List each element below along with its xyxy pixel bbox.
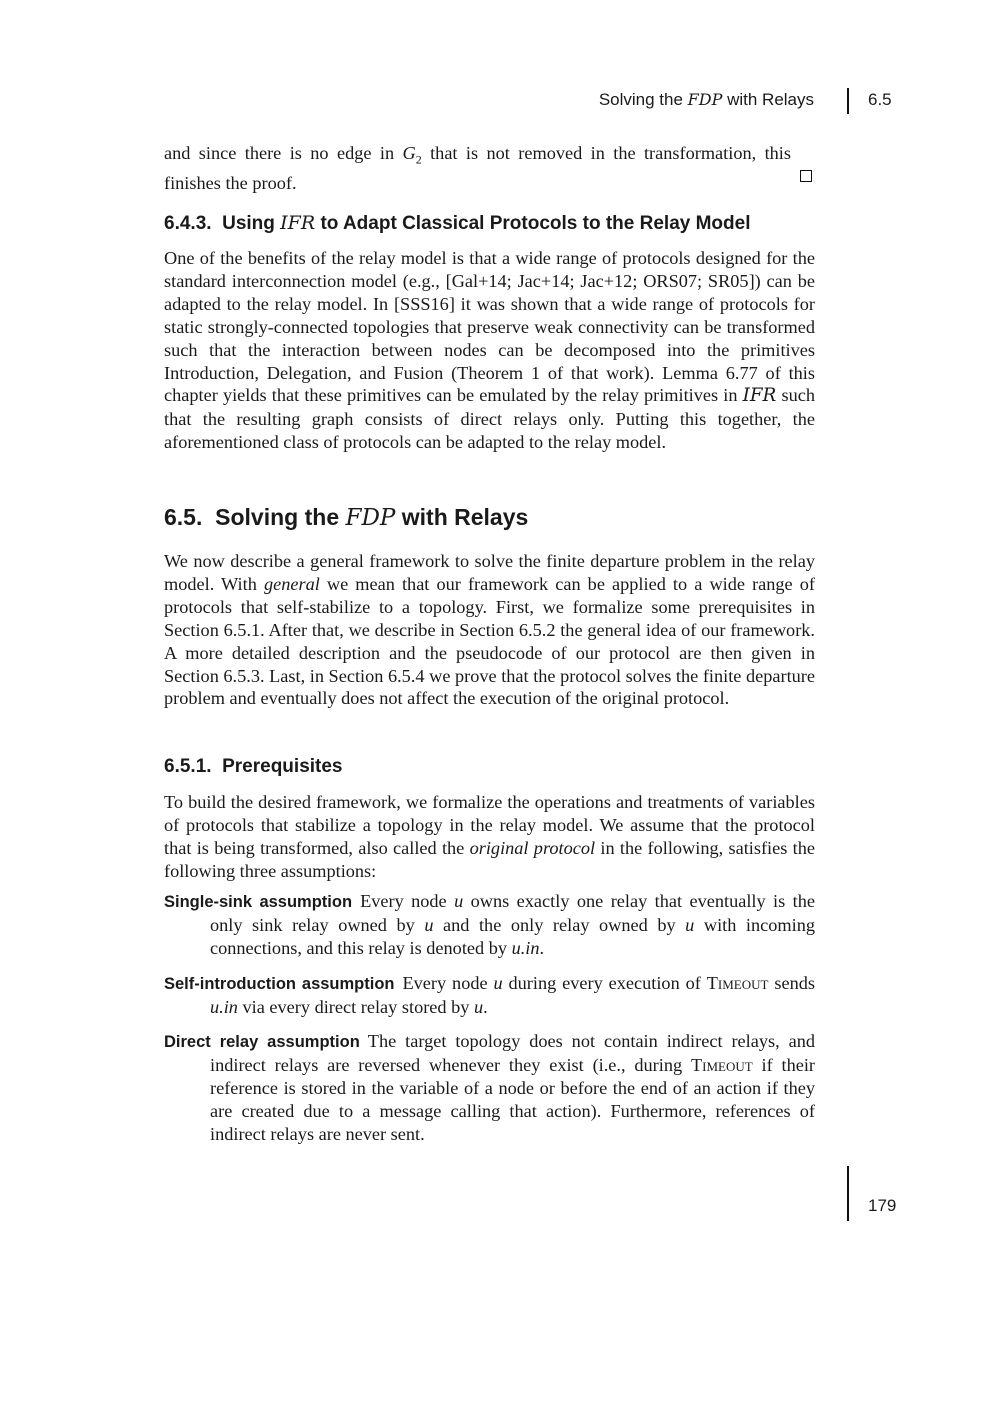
procedure-timeout: Timeout xyxy=(690,1054,753,1075)
assumption-text-4: with incoming connections, and this relay is denoted by xyxy=(210,914,815,958)
heading-title: Prerequisites xyxy=(222,756,343,777)
section-6-5-1-body xyxy=(164,791,815,883)
paragraph xyxy=(164,247,815,454)
section-heading xyxy=(164,212,815,235)
math-u: u xyxy=(454,891,464,911)
heading-number: 6.4.3. xyxy=(164,213,212,234)
paragraph xyxy=(164,550,815,710)
qed-symbol xyxy=(800,170,812,182)
proof-end xyxy=(164,142,815,194)
running-header-section: 6.5 xyxy=(868,90,892,109)
heading-number: 6.5.1. xyxy=(164,756,212,777)
para-text-b: we mean that our framework can be applied to a wide range of protocols that self-stabilize to a topology. First, we formalize some prerequisites in Section 6.5.1. After that, we describe in Section 6.5.2 the general idea of our framework. A more detailed description and the pseudocode of our protocol are then given in Section 6.5.3. Last, in Section 6.5.4 we prove that the protocol solves the finite departure problem and eventually does not affect the execution of the original protocol. xyxy=(164,573,815,709)
heading-post: to Adapt Classical Protocols to the Relay Model xyxy=(315,213,751,234)
math-u: u xyxy=(685,914,695,935)
para-text-b: such that the resulting graph consists of direct relays only. Putting this together, the aforementioned class of protocols can be adapted to the relay model. xyxy=(164,385,815,453)
math-g-sub: 2 xyxy=(415,152,422,167)
para-text-b: in the following, satisfies the following three assumptions: xyxy=(164,837,815,881)
assumption-text xyxy=(164,972,815,1019)
running-title-post: with Relays xyxy=(722,90,814,109)
assumption-text-2: owns exactly one relay that eventually is the only sink relay owned by xyxy=(210,891,815,935)
running-header xyxy=(0,88,1000,118)
section-6-5-1-heading xyxy=(164,756,815,778)
heading-pre: Using xyxy=(222,213,281,234)
para-text-a: To build the desired framework, we formalize the operations and treatments of variables of protocols that stabilize a topology in the relay model. We assume that the protocol that is being transformed, also called the xyxy=(164,792,815,858)
running-title-math: FDP xyxy=(687,90,723,109)
math-ifr: IFR xyxy=(742,385,777,407)
running-header-title xyxy=(599,90,814,110)
math-u: u xyxy=(493,973,503,993)
section-6-5-heading xyxy=(164,504,815,531)
para-text-a: We now describe a general framework to solve the finite departure problem in the relay model. With xyxy=(164,551,815,594)
header-divider xyxy=(847,88,849,114)
running-title-pre: Solving the xyxy=(598,90,688,109)
assumption-text-2: during every execution of xyxy=(502,973,707,993)
section-6-5-body xyxy=(164,550,815,710)
para-text-a: One of the benefits of the relay model is that a wide range of protocols designed for the standard interconnection model (e.g., [Gal+14; Jac+14; Jac+12; ORS07; SR05]) can be adapted to the relay model. In [SSS16] it was shown that a wide range of protocols for static strongly-connected topologies that preserve weak connectivity can be transformed such that the interaction between nodes can be decomposed into the primitives Introduction, Delegation, and Fusion (Theorem 1 of that work). Lemma 6.77 of this chapter yields that these primitives can be emulated by the relay primitives in xyxy=(164,248,815,406)
heading-number: 6.5. xyxy=(164,504,203,530)
section-heading xyxy=(164,756,815,778)
heading-pre: Solving the xyxy=(215,504,346,530)
assumption-direct-relay xyxy=(164,1030,815,1146)
para-emphasis: general xyxy=(263,573,320,594)
section-heading xyxy=(164,504,815,531)
assumption-term: Single-sink assumption xyxy=(164,893,353,911)
assumption-text-1: Every node xyxy=(402,973,494,993)
assumption-self-introduction xyxy=(164,972,815,1019)
proof-end-text xyxy=(164,142,815,194)
assumption-text-1: Every node xyxy=(360,891,455,911)
heading-math: IFR xyxy=(280,212,316,234)
math-u: u xyxy=(424,914,434,935)
assumption-term: Self-introduction assumption xyxy=(164,975,395,993)
procedure-timeout: Timeout xyxy=(706,973,769,993)
assumption-text-5: . xyxy=(539,937,545,958)
assumption-single-sink xyxy=(164,890,815,960)
section-6-4-3-heading xyxy=(164,212,815,235)
assumption-text-5: . xyxy=(483,996,488,1017)
proof-text-post: that is not removed in the transformation, this finishes the proof. xyxy=(164,143,791,193)
assumption-text-1: The target topology does not contain indirect relays, and indirect relays are reversed whenever they exist (i.e., during xyxy=(210,1031,815,1075)
footer-divider xyxy=(847,1166,849,1221)
heading-math: FDP xyxy=(345,505,396,531)
assumption-text-2: if their reference is stored in the variable of a node or before the end of an action if they are created due to a message calling that action). Furthermore, references of indirect relays are never sent. xyxy=(210,1054,815,1144)
math-u-in: u.in xyxy=(511,937,540,958)
math-g: G xyxy=(402,143,416,163)
proof-text-pre: and since there is no edge in xyxy=(164,143,403,163)
assumption-text xyxy=(164,1030,815,1146)
section-6-4-3-body xyxy=(164,247,815,454)
assumption-text-3: sends xyxy=(768,973,815,993)
math-u: u xyxy=(473,996,484,1017)
assumption-term: Direct relay assumption xyxy=(164,1033,360,1051)
paragraph xyxy=(164,791,815,883)
heading-post: with Relays xyxy=(395,504,529,530)
math-u-in: u.in xyxy=(210,996,238,1017)
page-number: 179 xyxy=(868,1196,897,1215)
assumption-text-3: and the only relay owned by xyxy=(433,914,686,935)
assumption-text xyxy=(164,890,815,960)
assumption-text-4: via every direct relay stored by xyxy=(237,996,474,1017)
para-emphasis: original protocol xyxy=(469,837,596,858)
